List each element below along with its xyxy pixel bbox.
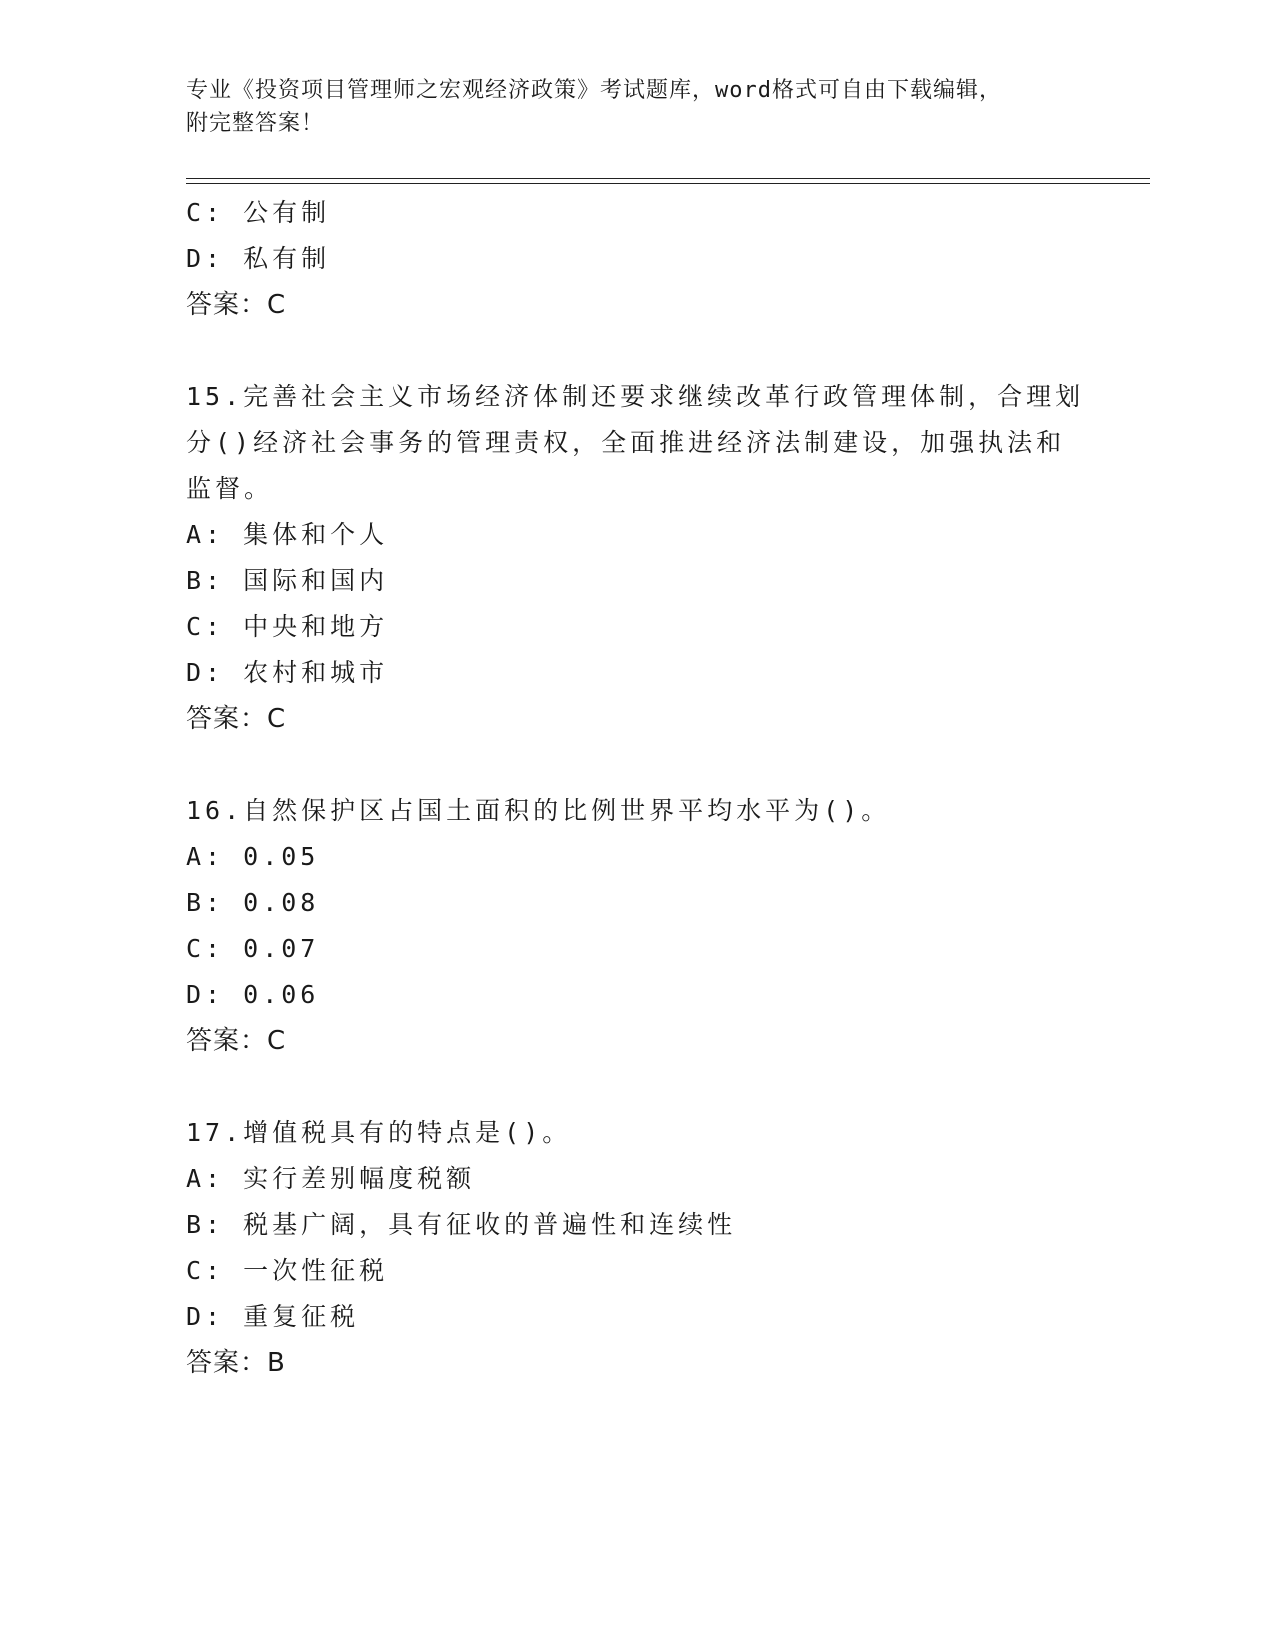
document-header	[186, 74, 1086, 140]
question-17	[186, 1110, 1086, 1386]
option-c: C: 一次性征税	[186, 1256, 389, 1285]
option-c: C: 0.07	[186, 934, 320, 963]
stem-line: 15.完善社会主义市场经济体制还要求继续改革行政管理体制，合理划	[186, 382, 1085, 411]
option-a: A: 集体和个人	[186, 520, 389, 549]
option-b: B: 国际和国内	[186, 566, 389, 595]
header-line-2: 附完整答案！	[186, 111, 325, 136]
option-d: D: 0.06	[186, 980, 320, 1009]
stem-line: 16.自然保护区占国土面积的比例世界平均水平为()。	[186, 796, 891, 825]
option-a: A: 0.05	[186, 842, 320, 871]
option-d: D: 私有制	[186, 244, 331, 273]
question-stem	[186, 374, 1086, 512]
option-d: D: 农村和城市	[186, 658, 389, 687]
question-14-tail	[186, 190, 1086, 328]
option-d: D: 重复征税	[186, 1302, 360, 1331]
option-b: B: 税基广阔，具有征收的普遍性和连续性	[186, 1210, 737, 1239]
answer-line: 答案：B	[186, 1348, 286, 1378]
question-16	[186, 788, 1086, 1064]
option-b: B: 0.08	[186, 888, 320, 917]
stem-line: 分()经济社会事务的管理责权，全面推进经济法制建设，加强执法和	[186, 428, 1066, 457]
header-line-1: 专业《投资项目管理师之宏观经济政策》考试题库，word格式可自由下载编辑，	[186, 78, 1002, 103]
stem-line: 17.增值税具有的特点是()。	[186, 1118, 572, 1147]
header-divider-bottom	[186, 183, 1150, 184]
answer-line: 答案：C	[186, 1026, 287, 1056]
question-15	[186, 374, 1086, 742]
option-c: C: 公有制	[186, 198, 331, 227]
question-stem	[186, 788, 1086, 834]
header-divider-top	[186, 178, 1150, 179]
answer-line: 答案：C	[186, 704, 287, 734]
answer-line: 答案：C	[186, 290, 287, 320]
stem-line: 监督。	[186, 474, 274, 503]
option-c: C: 中央和地方	[186, 612, 389, 641]
question-list	[186, 190, 1086, 1386]
option-a: A: 实行差别幅度税额	[186, 1164, 476, 1193]
question-stem	[186, 1110, 1086, 1156]
